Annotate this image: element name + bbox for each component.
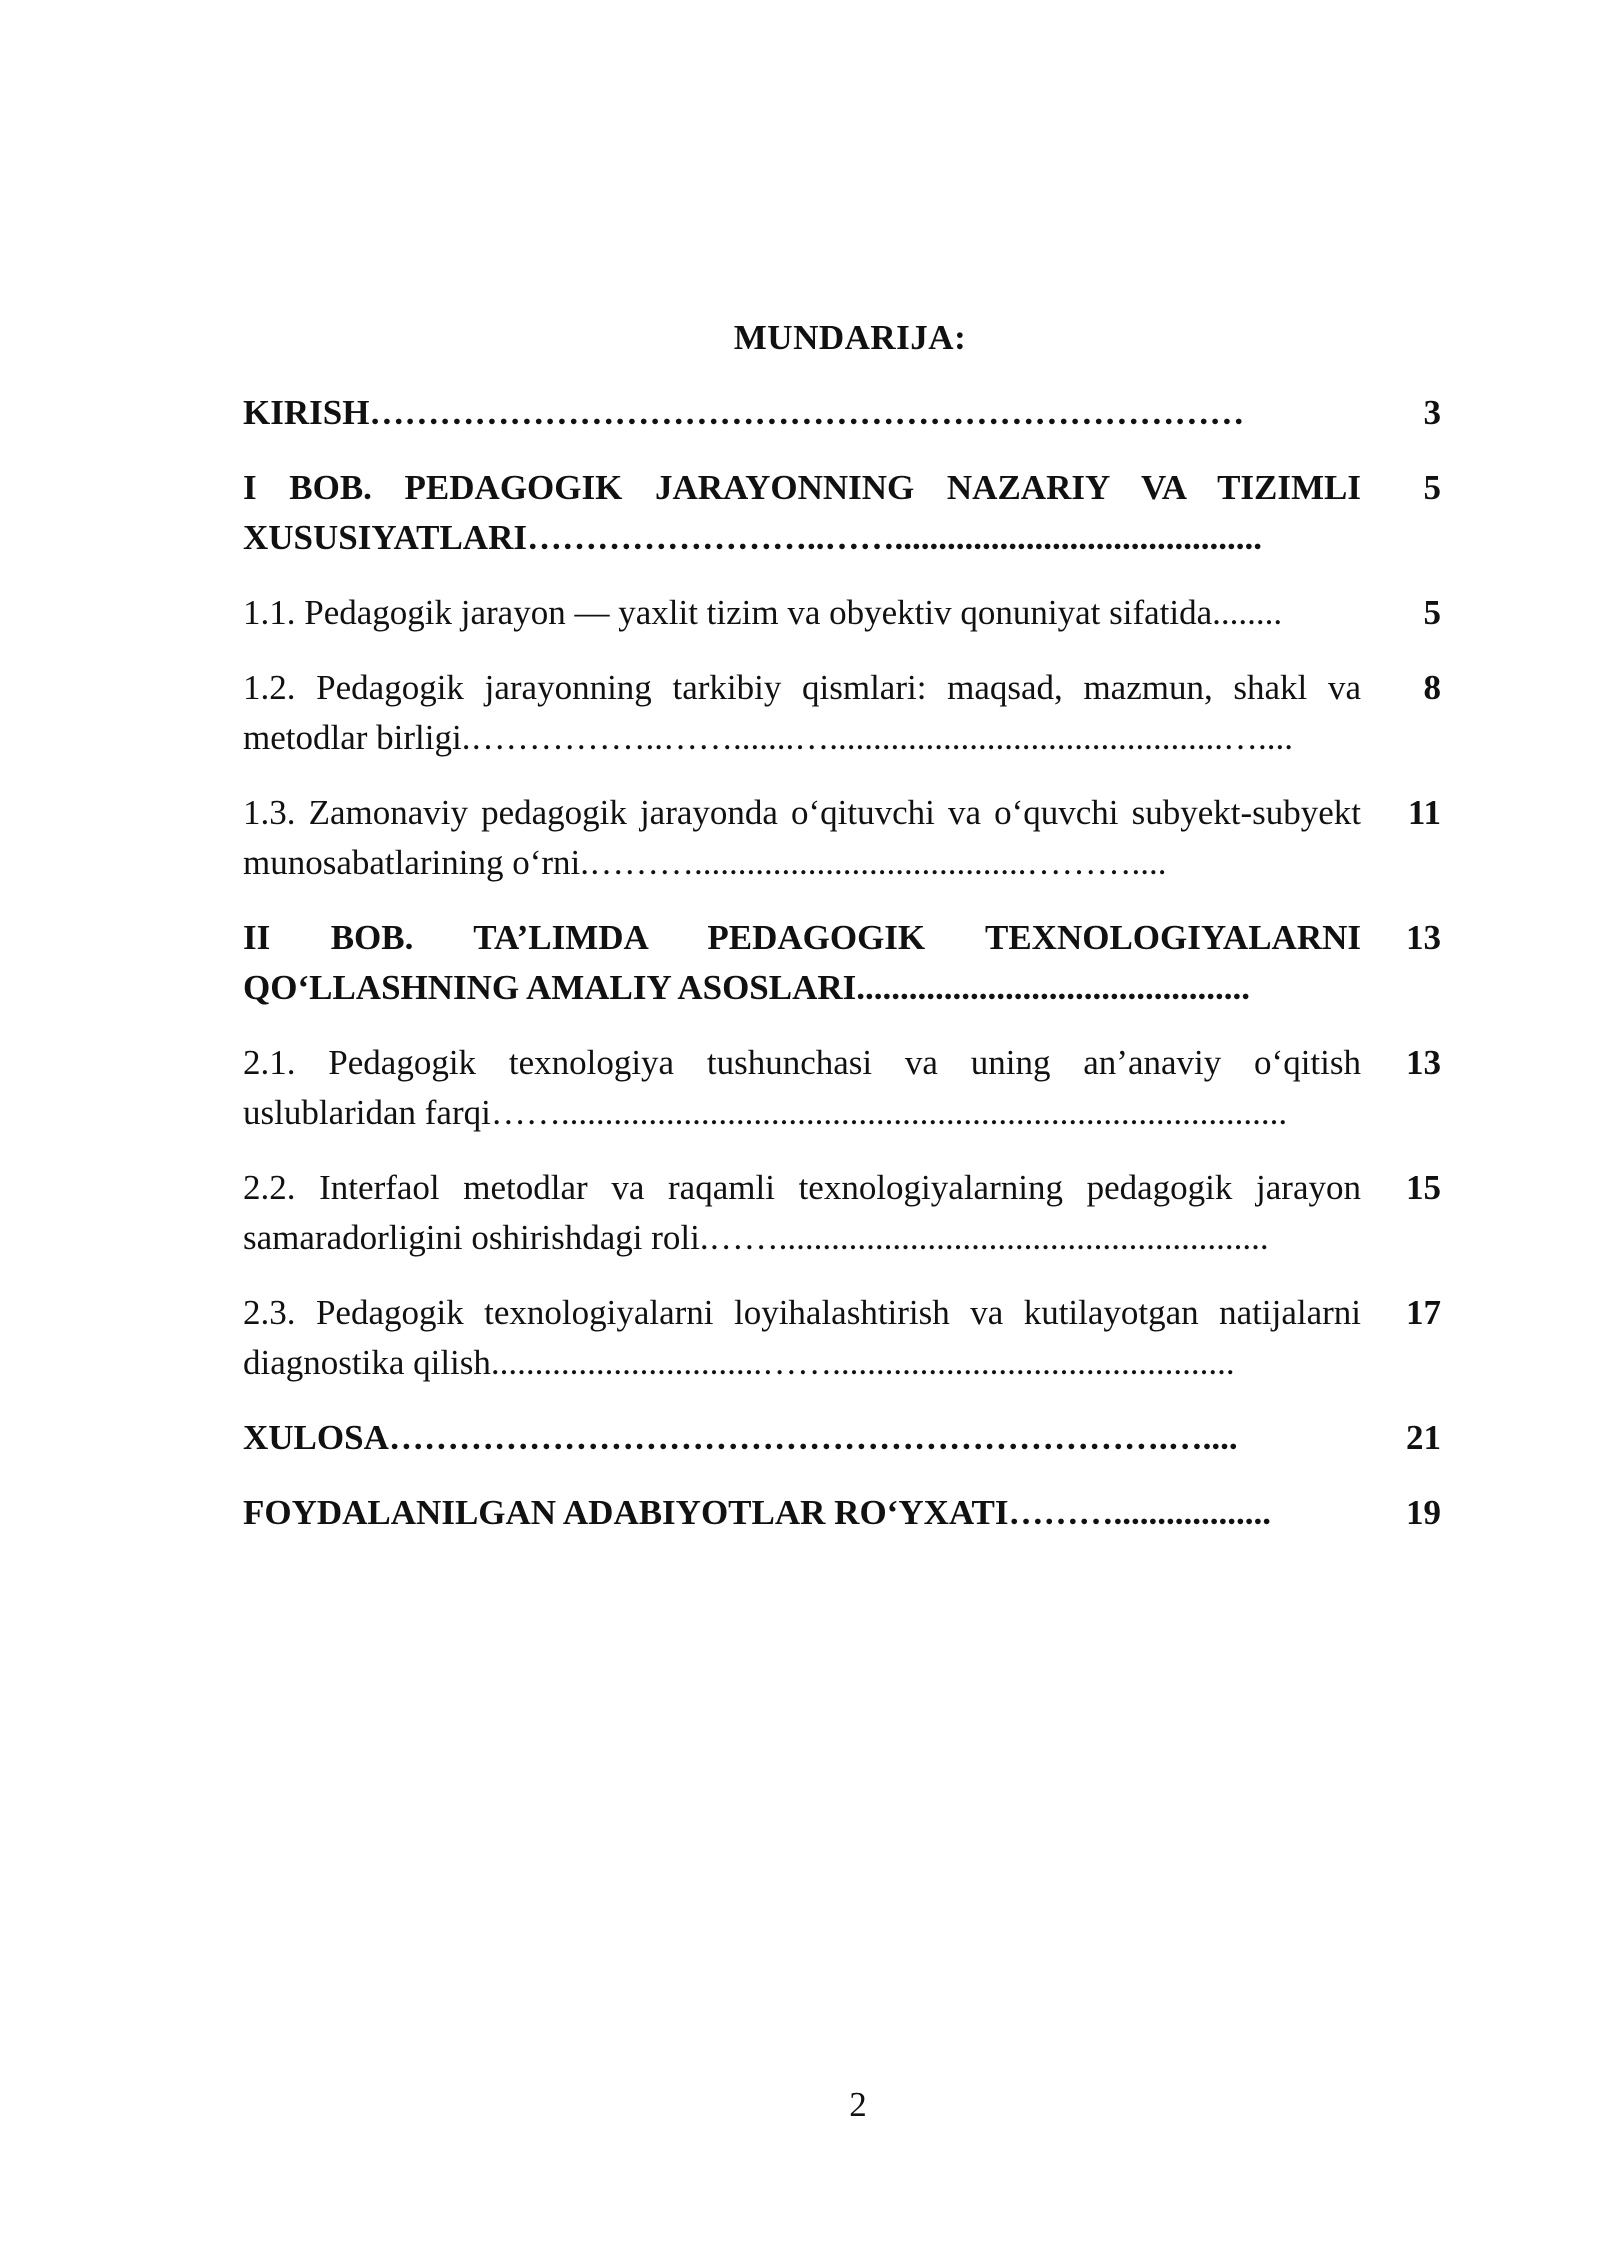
toc-entry-section-1-3[interactable] (243, 788, 1443, 888)
toc-entry-page: 13 (1406, 1043, 1441, 1082)
toc-entry-chapter-2[interactable] (243, 913, 1443, 1013)
toc-entry-text: 2.1. Pedagogik texnologiya tushunchasi va uning an’anaviy o‘qitish uslublaridan farqi……................................................................................... (243, 1043, 1361, 1132)
toc-entry-page: 8 (1423, 668, 1441, 707)
toc-entry-text: KIRISH………………………………………………………………… (243, 393, 1245, 432)
toc-entry-page: 21 (1406, 1418, 1441, 1457)
toc-entry-text: FOYDALANILGAN ADABIYOTLAR RO‘YXATI……….................. (243, 1493, 1272, 1532)
toc-entry-page: 11 (1407, 793, 1441, 832)
toc-entry-page: 19 (1406, 1493, 1441, 1532)
toc-entry-section-2-2[interactable] (243, 1163, 1443, 1263)
toc-entry-text: 2.3. Pedagogik texnologiyalarni loyihalashtirish va kutilayotgan natijalarni diagnostika qilish...............................…….............................................. (243, 1293, 1361, 1382)
toc-entry-section-2-3[interactable] (243, 1288, 1443, 1388)
toc-entry-chapter-1[interactable] (243, 463, 1443, 563)
toc-entry-xulosa[interactable] (243, 1413, 1443, 1463)
toc-entry-bibliography[interactable] (243, 1488, 1443, 1538)
toc-entry-page: 17 (1406, 1293, 1441, 1332)
toc-entry-page: 5 (1423, 468, 1441, 507)
toc-entry-text: 1.3. Zamonaviy pedagogik jarayonda o‘qituvchi va o‘quvchi subyekt-subyekt munosabatlarining o‘rni.………......................................……….... (243, 793, 1361, 882)
toc-entry-section-2-1[interactable] (243, 1038, 1443, 1138)
toc-entry-text: XULOSA………………………………………………………….….... (243, 1418, 1238, 1457)
toc-entry-page: 15 (1406, 1168, 1441, 1207)
toc-entry-text: 1.2. Pedagogik jarayonning tarkibiy qismlari: maqsad, mazmun, shakl va metodlar birligi.……………..…….......….............................................….... (243, 668, 1361, 757)
toc-entry-text: II BOB. TA’LIMDA PEDAGOGIK TEXNOLOGIYALARNI QO‘LLASHNING AMALIY ASOSLARI............................................. (243, 918, 1361, 1007)
toc-entry-page: 3 (1423, 393, 1441, 432)
toc-title: MUNDARIJA: (733, 318, 967, 357)
toc-entry-section-1-2[interactable] (243, 663, 1443, 763)
page-number: 2 (849, 2085, 867, 2124)
toc-entry-text: 2.2. Interfaol metodlar va raqamli texnologiyalarning pedagogik jarayon samaradorligini oshirishdagi roli.……........................................................ (243, 1168, 1361, 1257)
toc-entry-kirish[interactable] (243, 388, 1443, 438)
toc-entry-text: 1.1. Pedagogik jarayon — yaxlit tizim va obyektiv qonuniyat sifatida........ (243, 593, 1283, 632)
table-of-contents (243, 388, 1443, 1563)
toc-entry-text: I BOB. PEDAGOGIK JARAYONNING NAZARIY VA TIZIMLI XUSUSIYATLARI……………………..…….......................................... (243, 468, 1361, 557)
toc-entry-page: 13 (1406, 918, 1441, 957)
toc-entry-page: 5 (1423, 593, 1441, 632)
toc-entry-section-1-1[interactable] (243, 588, 1443, 638)
